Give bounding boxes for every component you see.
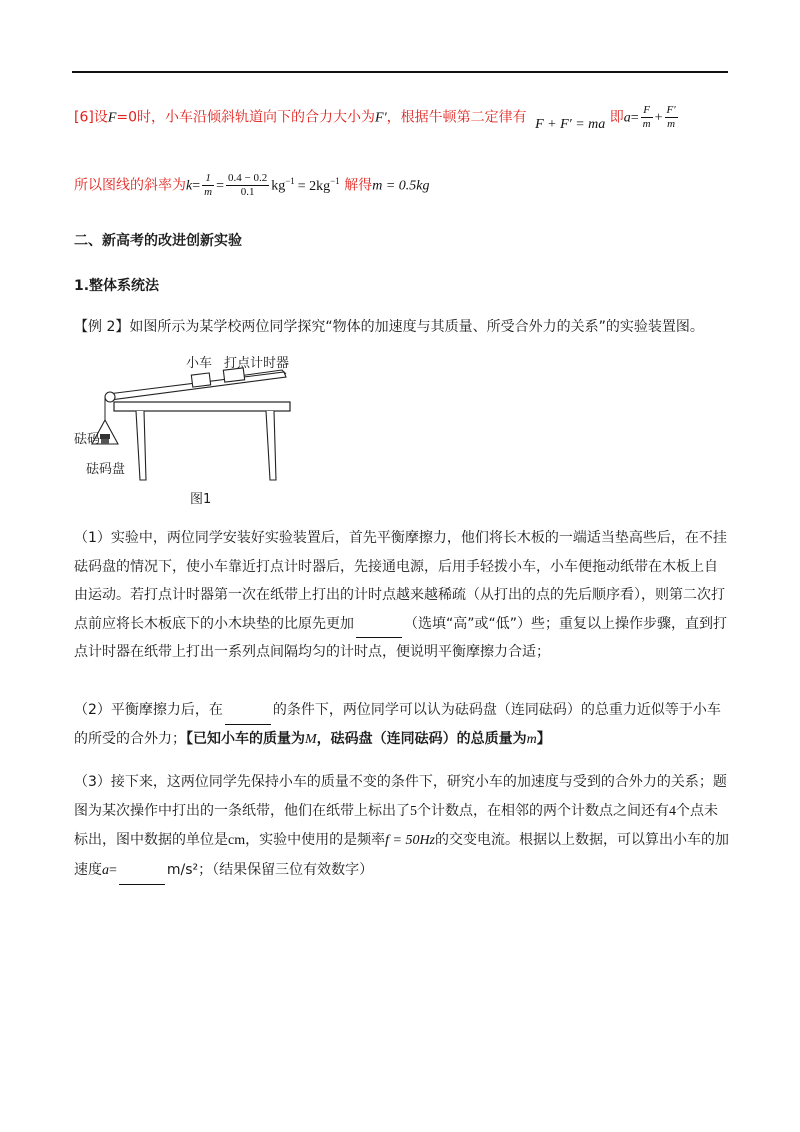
- count-points: 5: [410, 803, 417, 819]
- answer-blank-2[interactable]: [225, 710, 271, 725]
- question-1-text: （1）实验中，两位同学安装好实验装置后，首先平衡摩擦力，他们将长木板的一端适当垫高些后，在不挂砝码盘的情况下，使小车靠近打点计时器后，先接通电源，后用手轻拨小车，小车便拖动纸带在木板上自由运动。若打点计时器第一次在纸带上打出的计时点越来越稀疏（从打出的点的先后顺序看），则第二次打点前应将长木板底下的小木块垫的比原先更加: [74, 530, 727, 632]
- pan-mass-symbol: m: [526, 731, 537, 747]
- question-2-text: 的条件下，两位同学可以认为砝码盘（连同砝码）的总重力近似等于小车的所受的合外力；: [74, 702, 721, 747]
- header-rule: [72, 71, 728, 73]
- question-3-unit: m/s²；（结果保留三位有效数字）: [166, 861, 374, 878]
- example-text: 如图所示为某学校两位同学探究“物体的加速度与其质量、所受合外力的关系”的实验装置图。: [129, 319, 704, 335]
- cart-mass-symbol: M: [305, 731, 317, 747]
- solution-prefix: [6]设: [74, 109, 108, 126]
- figure-caption: 图1: [190, 492, 212, 507]
- solution-text: ，根据牛顿第二定律有: [386, 109, 527, 126]
- answer-blank-1[interactable]: [356, 623, 402, 638]
- unit-cm: cm: [228, 833, 246, 848]
- unit: kg: [271, 178, 286, 194]
- solution-text: 即: [609, 109, 624, 126]
- question-2-text: （2）平衡摩擦力后，在: [74, 702, 223, 718]
- frac-denominator: 0.1: [240, 186, 255, 198]
- mass-result: m = 0.5kg: [372, 178, 430, 194]
- solution-line-1: [6]设F=0时，小车沿倾斜轨道向下的合力大小为F′，根据牛顿第二定律有 F + F′ = ma 即a= $\frac{F}{m}$ + $\frac{F'}{m}$: [74, 104, 676, 132]
- frac-denominator: m: [667, 118, 676, 130]
- newton-equation: F + F′ = ma: [535, 116, 606, 132]
- question-3-text: 个计数点，在相邻的两个计数点之间还有: [417, 802, 669, 819]
- solution-text: 所以图线的斜率为: [74, 177, 186, 194]
- question-3-text: ，实验中使用的是频率: [245, 832, 386, 848]
- force-symbol: F: [107, 110, 117, 126]
- label-cart: 小车: [186, 356, 213, 371]
- label-pan: 砝码盘: [86, 462, 126, 477]
- force-prime-symbol: F′: [375, 110, 387, 126]
- frac-denominator: m: [642, 118, 651, 130]
- label-timer: 打点计时器: [224, 356, 290, 371]
- example-intro: [74, 316, 704, 336]
- equals-sign: =: [109, 862, 117, 878]
- solution-text: =0时，小车沿倾斜轨道向下的合力大小为: [116, 109, 376, 126]
- accel-symbol: a: [102, 862, 109, 878]
- question-3: [74, 768, 730, 885]
- answer-blank-3[interactable]: [119, 870, 165, 885]
- frac-numerator: F: [641, 104, 653, 118]
- unit-exponent: −1: [285, 175, 295, 186]
- slope-value: = 2kg: [297, 178, 331, 194]
- question-2: [74, 696, 730, 754]
- frac-numerator: 1: [202, 172, 214, 186]
- question-3-text: 个点未标出，图中数据的单位是: [74, 802, 718, 848]
- solution-text: 解得: [344, 177, 373, 194]
- accel-symbol: a: [623, 110, 631, 126]
- question-2-note: 】: [536, 730, 551, 747]
- experiment-figure: [74, 352, 314, 512]
- solution-line-2: 所以图线的斜率为k= $\frac{1}{m}$ = $\frac{0.4 - 0.2}{0.1}$ $kg^{-1} = 2kg^{-1}$ 解得m = 0.5kg: [74, 172, 430, 198]
- question-3-text: 的交变电流。根据以上数据，可以算出小车的加速度: [74, 832, 730, 878]
- unit-exponent: −1: [330, 175, 340, 186]
- frac-numerator: F′: [666, 104, 676, 116]
- section-title: 二、新高考的改进创新实验: [74, 233, 242, 249]
- subsection-title: 1.整体系统法: [74, 278, 160, 294]
- question-2-note: 【已知小车的质量为: [186, 730, 305, 747]
- frequency: f = 50Hz: [385, 833, 436, 848]
- question-3-text: （3）接下来，这两位同学先保持小车的质量不变的条件下，研究小车的加速度与受到的合外力的关系；题图为某次操作中打出的一条纸带，他们在纸带上标出了: [74, 774, 727, 819]
- frac-denominator: m: [204, 186, 213, 198]
- count-unmarked: 4: [669, 803, 676, 819]
- question-1: [74, 524, 730, 667]
- label-weight: 砝码: [74, 432, 101, 447]
- question-1-text-after: （选填“高”或“低”）些；重复以上操作步骤，直到打点计时器在纸带上打出一系列点间隔均匀的计时点，便说明平衡摩擦力合适；: [74, 615, 728, 660]
- frac-numerator: 0.4 − 0.2: [227, 172, 268, 184]
- example-label: 【例 2】: [74, 319, 130, 335]
- question-2-note: ，砝码盘（连同砝码）的总质量为: [316, 730, 527, 747]
- slope-symbol: k: [186, 178, 193, 194]
